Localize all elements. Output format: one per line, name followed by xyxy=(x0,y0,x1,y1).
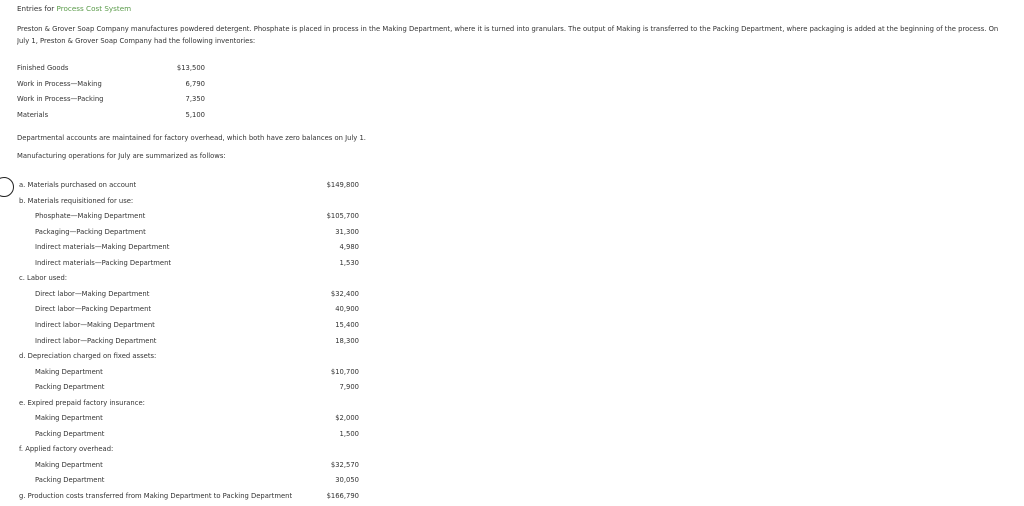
process-cost-system-link[interactable]: Process Cost System xyxy=(56,4,132,13)
operation-amount: 1,530 xyxy=(339,258,359,267)
intro-line-1: Preston & Grover Soap Company manufactures powdered detergent. Phosphate is placed in process in the Making Department, where it is turned into granulars. The output of Making is transferred to the Packing Department, where packaging is added at the beginning of the process. On xyxy=(17,25,999,33)
operation-amount: 7,900 xyxy=(339,383,359,392)
operation-amount: $149,800 xyxy=(326,181,359,189)
operation-label: b. Materials requisitioned for use: xyxy=(19,196,134,205)
circle-marker[interactable] xyxy=(0,177,14,197)
page-title xyxy=(17,4,131,13)
operation-amount: $32,570 xyxy=(330,460,359,469)
operation-amount: 1,500 xyxy=(339,429,359,438)
operation-amount: 30,050 xyxy=(335,476,359,485)
operation-label: Making Department xyxy=(35,367,103,376)
operation-label: c. Labor used: xyxy=(19,274,68,283)
inventory-label: Work in Process—Making xyxy=(17,80,102,88)
inventory-label: Finished Goods xyxy=(17,64,69,72)
operation-label: Indirect materials—Making Department xyxy=(35,243,170,252)
operation-amount: $166,790 xyxy=(326,492,359,500)
operation-label: Indirect labor—Packing Department xyxy=(35,336,157,345)
operation-amount: 18,300 xyxy=(335,336,359,345)
operation-label: Making Department xyxy=(35,414,103,423)
operation-label: Packing Department xyxy=(35,383,105,392)
operation-amount: $32,400 xyxy=(330,289,359,298)
operation-label: Packing Department xyxy=(35,476,105,485)
operation-label: Packaging—Packing Department xyxy=(35,227,146,236)
operation-amount: $105,700 xyxy=(326,212,359,221)
title-prefix: Entries for xyxy=(17,4,57,13)
operation-amount: 31,300 xyxy=(335,227,359,236)
operation-label: Direct labor—Making Department xyxy=(35,289,150,298)
operation-amount: $2,000 xyxy=(335,414,359,423)
inventory-label: Work in Process—Packing xyxy=(17,95,104,103)
departmental-note: Departmental accounts are maintained for factory overhead, which both have zero balances on July 1. xyxy=(17,134,366,142)
inventory-value: $13,500 xyxy=(176,64,205,72)
operation-amount: 40,900 xyxy=(335,305,359,314)
operation-label: f. Applied factory overhead: xyxy=(19,445,114,454)
operation-label: Packing Department xyxy=(35,429,105,438)
inventory-value: 6,790 xyxy=(185,80,205,88)
intro-line-2: July 1, Preston & Grover Soap Company had the following inventories: xyxy=(17,37,256,45)
operations-note: Manufacturing operations for July are summarized as follows: xyxy=(17,152,226,160)
operation-amount: $10,700 xyxy=(330,367,359,376)
operation-label: Indirect labor—Making Department xyxy=(35,320,155,329)
inventory-label: Materials xyxy=(17,111,49,119)
operation-label: a. Materials purchased on account xyxy=(19,181,137,189)
inventory-value: 7,350 xyxy=(185,95,205,103)
operation-amount: 4,980 xyxy=(339,243,359,252)
operation-label: d. Depreciation charged on fixed assets: xyxy=(19,352,157,361)
operation-label: Phosphate—Making Department xyxy=(35,212,146,221)
operation-label: Direct labor—Packing Department xyxy=(35,305,152,314)
operation-label: Making Department xyxy=(35,460,103,469)
operation-label: e. Expired prepaid factory insurance: xyxy=(19,398,145,407)
operation-amount: 15,400 xyxy=(335,320,359,329)
operation-label: g. Production costs transferred from Making Department to Packing Department xyxy=(19,492,293,500)
operation-label: Indirect materials—Packing Department xyxy=(35,258,172,267)
inventory-value: 5,100 xyxy=(185,111,205,119)
intro-paragraph xyxy=(17,23,1022,47)
